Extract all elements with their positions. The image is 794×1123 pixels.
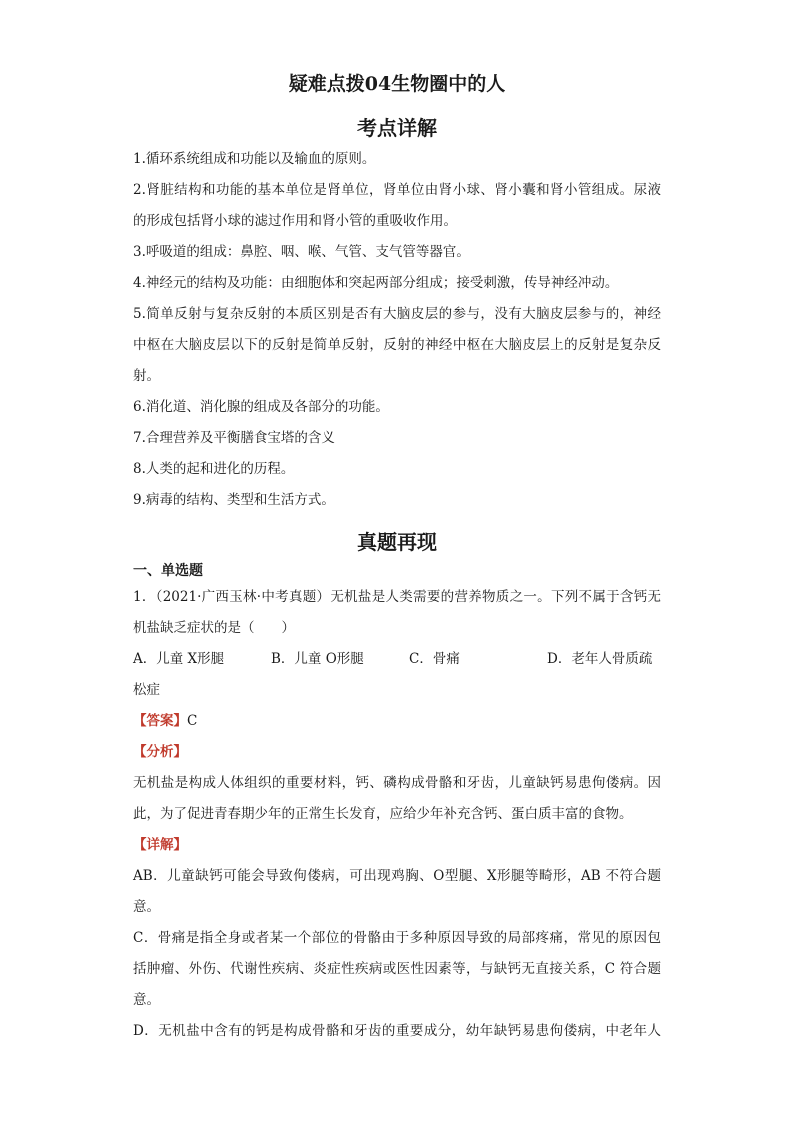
option-b: B．儿童 O形腿: [271, 651, 364, 667]
option-a: A．儿童 X形腿: [133, 651, 225, 667]
detail-c-line-1: C．骨痛是指全身或者某一个部位的骨骼由于多种原因导致的局部疼痛，常见的原因包: [133, 930, 661, 946]
point-6: 6.消化道、消化腺的组成及各部分的功能。: [133, 399, 389, 415]
point-4: 4.神经元的结构及功能：由细胞体和突起两部分组成；接受刺激，传导神经冲动。: [133, 275, 619, 291]
point-5-line-3: 射。: [133, 368, 160, 384]
detail-c-line-3: 意。: [133, 992, 160, 1008]
section-title-past-exams: 真题再现: [357, 530, 437, 554]
question-block: [133, 560, 661, 1047]
question-line-1: 1．（2021·广西玉林·中考真题）无机盐是人类需要的营养物质之一。下列不属于含钙无: [133, 589, 661, 605]
answer-tag: 【答案】: [133, 713, 187, 729]
point-5-line-1: 5.简单反射与复杂反射的本质区别是否有大脑皮层的参与，没有大脑皮层参与的，神经: [133, 306, 661, 322]
option-d: D．老年人骨质疏: [547, 651, 653, 667]
document-title: 疑难点拨04生物圈中的人: [288, 73, 506, 95]
question-line-2: 机盐缺乏症状的是（ ）: [133, 620, 295, 636]
section-title-key-points: 考点详解: [357, 116, 437, 140]
key-points-list: [133, 144, 661, 516]
detail-c-line-2: 括肿瘤、外伤、代谢性疾病、炎症性疾病或医性因素等，与缺钙无直接关系，C 符合题: [133, 961, 661, 977]
analysis-line-1: 无机盐是构成人体组织的重要材料，钙、磷构成骨骼和牙齿，儿童缺钙易患佝偻病。因: [133, 775, 661, 791]
point-7: 7.合理营养及平衡膳食宝塔的含义: [133, 430, 335, 446]
point-2-line-1: 2.肾脏结构和功能的基本单位是肾单位，肾单位由肾小球、肾小囊和肾小管组成。尿液: [133, 182, 661, 198]
point-3: 3.呼吸道的组成：鼻腔、咽、喉、气管、支气管等器官。: [133, 244, 470, 260]
point-9: 9.病毒的结构、类型和生活方式。: [133, 492, 335, 508]
answer-value: C: [187, 713, 198, 729]
answer-line: [133, 706, 661, 737]
option-d-wrap: 松症: [133, 682, 160, 698]
analysis-line-2: 此，为了促进青春期少年的正常生长发育，应给少年补充含钙、蛋白质丰富的食物。: [133, 806, 633, 822]
options-row: [133, 644, 661, 675]
subsection-label: 一、单选题: [133, 563, 203, 579]
point-8: 8.人类的起和进化的历程。: [133, 461, 295, 477]
point-2-line-2: 的形成包括肾小球的滤过作用和肾小管的重吸收作用。: [133, 213, 457, 229]
detail-ab-line-2: 意。: [133, 899, 160, 915]
option-c: C．骨痛: [409, 651, 460, 667]
detail-tag: 【详解】: [133, 837, 187, 853]
analysis-tag: 【分析】: [133, 744, 187, 760]
point-5-line-2: 中枢在大脑皮层以下的反射是简单反射，反射的神经中枢在大脑皮层上的反射是复杂反: [133, 337, 661, 353]
detail-ab-line-1: AB．儿童缺钙可能会导致佝偻病，可出现鸡胸、O型腿、X形腿等畸形，AB 不符合题: [133, 868, 661, 884]
detail-d-line-1: D．无机盐中含有的钙是构成骨骼和牙齿的重要成分，幼年缺钙易患佝偻病，中老年人: [133, 1023, 661, 1039]
point-1: 1.循环系统组成和功能以及输血的原则。: [133, 151, 376, 167]
